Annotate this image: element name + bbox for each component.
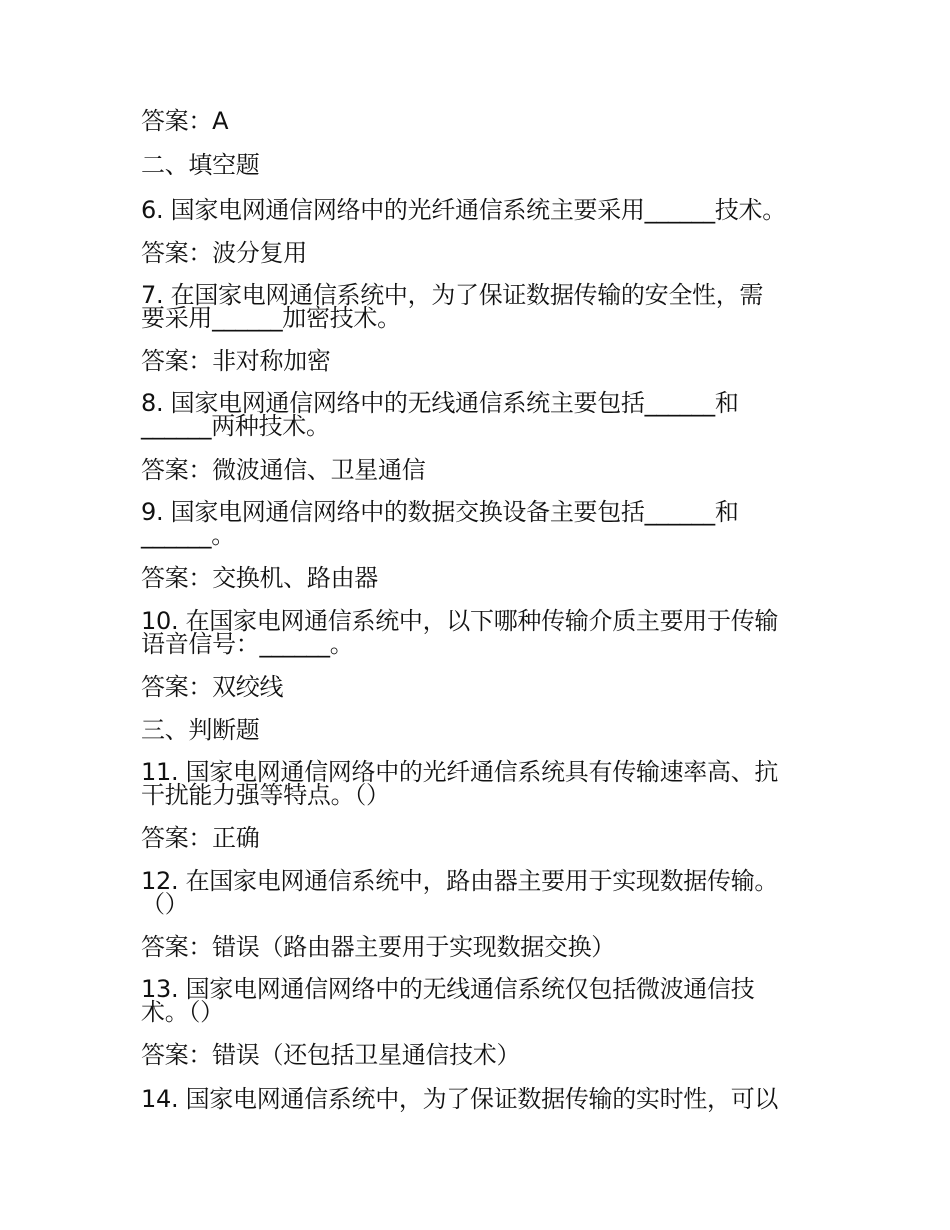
answer-9: 答案：交换机、路由器 [141, 564, 378, 592]
question-10-line-2: 语音信号：______。 [141, 630, 354, 658]
question-13-line-1: 13. 国家电网通信网络中的无线通信系统仅包括微波通信技 [141, 975, 755, 1003]
question-9-line-2: ______。 [141, 521, 235, 549]
question-9-line-1: 9. 国家电网通信网络中的数据交换设备主要包括______和 [141, 498, 739, 526]
answer-5: 答案：A [141, 107, 229, 135]
answer-13: 答案：错误（还包括卫星通信技术） [141, 1041, 521, 1069]
question-8-line-2: ______两种技术。 [141, 412, 330, 440]
question-6: 6. 国家电网通信网络中的光纤通信系统主要采用______技术。 [141, 196, 786, 224]
question-11-line-1: 11. 国家电网通信网络中的光纤通信系统具有传输速率高、抗 [141, 758, 779, 786]
question-12-line-2: （） [141, 890, 189, 918]
answer-10: 答案：双绞线 [141, 673, 284, 701]
section-fill-blank-heading: 二、填空题 [141, 151, 260, 179]
question-7-line-2: 要采用______加密技术。 [141, 304, 401, 332]
answer-6: 答案：波分复用 [141, 239, 307, 267]
question-13-line-2: 术。（） [141, 998, 224, 1026]
question-12-line-1: 12. 在国家电网通信系统中，路由器主要用于实现数据传输。 [141, 867, 779, 895]
section-true-false-heading: 三、判断题 [141, 716, 260, 744]
answer-7: 答案：非对称加密 [141, 347, 331, 375]
answer-12: 答案：错误（路由器主要用于实现数据交换） [141, 933, 615, 961]
question-10-line-1: 10. 在国家电网通信系统中，以下哪种传输介质主要用于传输 [141, 607, 779, 635]
question-11-line-2: 干扰能力强等特点。（） [141, 781, 390, 809]
answer-11: 答案：正确 [141, 824, 260, 852]
question-14-line-1: 14. 国家电网通信系统中，为了保证数据传输的实时性，可以 [141, 1085, 779, 1113]
question-8-line-1: 8. 国家电网通信网络中的无线通信系统主要包括______和 [141, 389, 739, 417]
answer-8: 答案：微波通信、卫星通信 [141, 456, 426, 484]
question-7-line-1: 7. 在国家电网通信系统中，为了保证数据传输的安全性，需 [141, 281, 764, 309]
